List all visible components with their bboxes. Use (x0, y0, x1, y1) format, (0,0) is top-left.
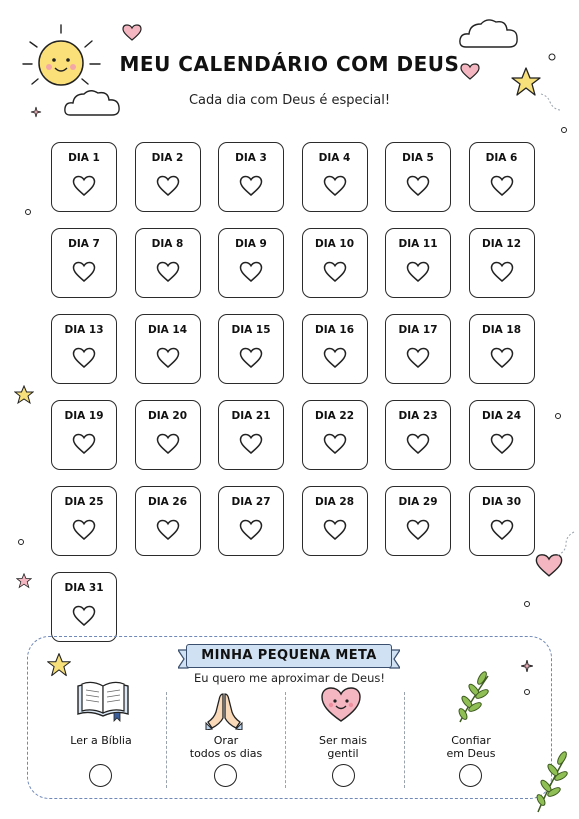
heart-outline-icon (239, 175, 263, 197)
heart-outline-icon (323, 347, 347, 369)
calendar-day-label: DIA 23 (398, 410, 438, 422)
heart-outline-icon (156, 519, 180, 541)
goal-label-trust: Confiar em Deus (446, 734, 496, 760)
calendar-day-label: DIA 28 (314, 496, 355, 508)
calendar-day-label: DIA 14 (147, 324, 188, 336)
heart-outline-icon (323, 519, 347, 541)
calendar-day-cell[interactable] (51, 314, 117, 384)
calendar-day-cell[interactable] (218, 400, 284, 470)
calendar-day-cell[interactable] (385, 486, 451, 556)
calendar-day-cell[interactable] (302, 228, 368, 298)
calendar-day-label: DIA 13 (64, 324, 104, 336)
calendar-day-cell[interactable] (385, 228, 451, 298)
calendar-day-cell[interactable] (135, 486, 201, 556)
heart-outline-icon (490, 175, 514, 197)
heart-outline-icon (239, 261, 263, 283)
heart-outline-icon (72, 433, 96, 455)
olive-branch-icon (528, 748, 572, 814)
swirl-icon (540, 530, 576, 560)
calendar-day-cell[interactable] (469, 142, 535, 212)
heart-outline-icon (72, 519, 96, 541)
heart-outline-icon (490, 433, 514, 455)
heart-outline-icon (156, 433, 180, 455)
goal-checkbox-kind[interactable] (332, 764, 355, 787)
calendar-day-cell[interactable] (51, 486, 117, 556)
dot-icon (554, 412, 562, 420)
heart-outline-icon (156, 347, 180, 369)
goal-checkbox-trust[interactable] (459, 764, 482, 787)
heart-outline-icon (239, 347, 263, 369)
dot-icon (560, 126, 568, 134)
calendar-day-label: DIA 11 (398, 238, 438, 250)
calendar-day-cell[interactable] (385, 142, 451, 212)
calendar-day-label: DIA 21 (231, 410, 271, 422)
calendar-day-cell[interactable] (135, 400, 201, 470)
heart-outline-icon (323, 433, 347, 455)
goal-checkbox-pray[interactable] (214, 764, 237, 787)
calendar-day-cell[interactable] (469, 486, 535, 556)
calendar-day-cell[interactable] (469, 400, 535, 470)
calendar-day-cell[interactable] (469, 228, 535, 298)
heart-outline-icon (323, 261, 347, 283)
star-icon (14, 385, 34, 405)
calendar-day-cell[interactable] (469, 314, 535, 384)
dot-icon (17, 538, 25, 546)
star-icon (16, 573, 32, 589)
calendar-day-label: DIA 8 (151, 238, 184, 250)
calendar-day-cell[interactable] (218, 228, 284, 298)
calendar-day-label: DIA 5 (402, 152, 434, 164)
calendar-day-cell[interactable] (51, 228, 117, 298)
calendar-day-cell[interactable] (135, 228, 201, 298)
calendar-day-label: DIA 24 (481, 410, 522, 422)
calendar-day-label: DIA 15 (231, 324, 271, 336)
calendar-day-label: DIA 27 (231, 496, 271, 508)
calendar-day-label: DIA 22 (314, 410, 355, 422)
heart-outline-icon (406, 347, 430, 369)
heart-outline-icon (323, 175, 347, 197)
heart-outline-icon (72, 605, 96, 627)
calendar-day-label: DIA 1 (68, 152, 100, 164)
calendar-day-label: DIA 4 (318, 152, 351, 164)
calendar-day-cell[interactable] (302, 142, 368, 212)
calendar-day-cell[interactable] (51, 142, 117, 212)
calendar-day-label: DIA 6 (485, 152, 518, 164)
open-bible-icon (74, 680, 132, 722)
heart-outline-icon (490, 261, 514, 283)
goal-label-kind: Ser mais gentil (318, 734, 367, 760)
calendar-day-label: DIA 31 (64, 582, 104, 594)
heart-outline-icon (156, 261, 180, 283)
calendar-day-cell[interactable] (218, 314, 284, 384)
calendar-day-cell[interactable] (51, 400, 117, 470)
page-title: MEU CALENDÁRIO COM DEUS (119, 52, 460, 76)
calendar-day-cell[interactable] (218, 486, 284, 556)
page-subtitle: Cada dia com Deus é especial! (188, 93, 391, 108)
calendar-day-cell[interactable] (135, 142, 201, 212)
calendar-day-label: DIA 7 (68, 238, 100, 250)
goal-title: MINHA PEQUENA META (201, 648, 377, 663)
dot-icon (523, 600, 531, 608)
calendar-day-label: DIA 25 (64, 496, 104, 508)
calendar-day-label: DIA 2 (151, 152, 184, 164)
heart-icon (122, 24, 142, 42)
calendar-day-cell[interactable] (51, 572, 117, 642)
calendar-day-label: DIA 12 (481, 238, 522, 250)
heart-outline-icon (406, 261, 430, 283)
calendar-day-label: DIA 26 (147, 496, 188, 508)
calendar-day-label: DIA 20 (147, 410, 188, 422)
goal-label-bible: Ler a Bíblia (70, 734, 132, 747)
heart-outline-icon (406, 519, 430, 541)
goal-label-pray: Orar todos os dias (189, 734, 263, 760)
heart-outline-icon (406, 433, 430, 455)
heart-outline-icon (72, 347, 96, 369)
heart-outline-icon (490, 347, 514, 369)
smiling-heart-icon (320, 686, 362, 724)
cloud-icon (458, 14, 522, 52)
heart-outline-icon (239, 433, 263, 455)
calendar-day-cell[interactable] (218, 142, 284, 212)
goal-divider (404, 692, 405, 788)
calendar-day-label: DIA 10 (314, 238, 355, 250)
calendar-day-cell[interactable] (302, 486, 368, 556)
calendar-day-label: DIA 3 (235, 152, 267, 164)
heart-outline-icon (239, 519, 263, 541)
olive-branch-icon (452, 670, 498, 724)
praying-hands-icon (202, 690, 246, 730)
goal-banner (178, 644, 400, 670)
heart-outline-icon (72, 261, 96, 283)
calendar-day-cell[interactable] (385, 314, 451, 384)
sparkle-icon (520, 659, 534, 673)
calendar-day-label: DIA 18 (481, 324, 522, 336)
heart-outline-icon (406, 175, 430, 197)
calendar-day-cell[interactable] (302, 314, 368, 384)
heart-outline-icon (72, 175, 96, 197)
calendar-day-cell[interactable] (302, 400, 368, 470)
goal-subtitle: Eu quero me aproximar de Deus! (194, 671, 385, 685)
goal-checkbox-bible[interactable] (89, 764, 112, 787)
calendar-day-cell[interactable] (385, 400, 451, 470)
calendar-day-label: DIA 29 (398, 496, 438, 508)
dot-icon (523, 688, 531, 696)
star-icon (46, 652, 72, 678)
calendar-day-label: DIA 19 (64, 410, 104, 422)
dot-icon (24, 208, 32, 216)
calendar-day-label: DIA 9 (235, 238, 267, 250)
heart-outline-icon (490, 519, 514, 541)
calendar-day-cell[interactable] (135, 314, 201, 384)
heart-outline-icon (156, 175, 180, 197)
calendar-day-label: DIA 16 (314, 324, 355, 336)
calendar-day-label: DIA 30 (481, 496, 522, 508)
calendar-day-label: DIA 17 (398, 324, 438, 336)
